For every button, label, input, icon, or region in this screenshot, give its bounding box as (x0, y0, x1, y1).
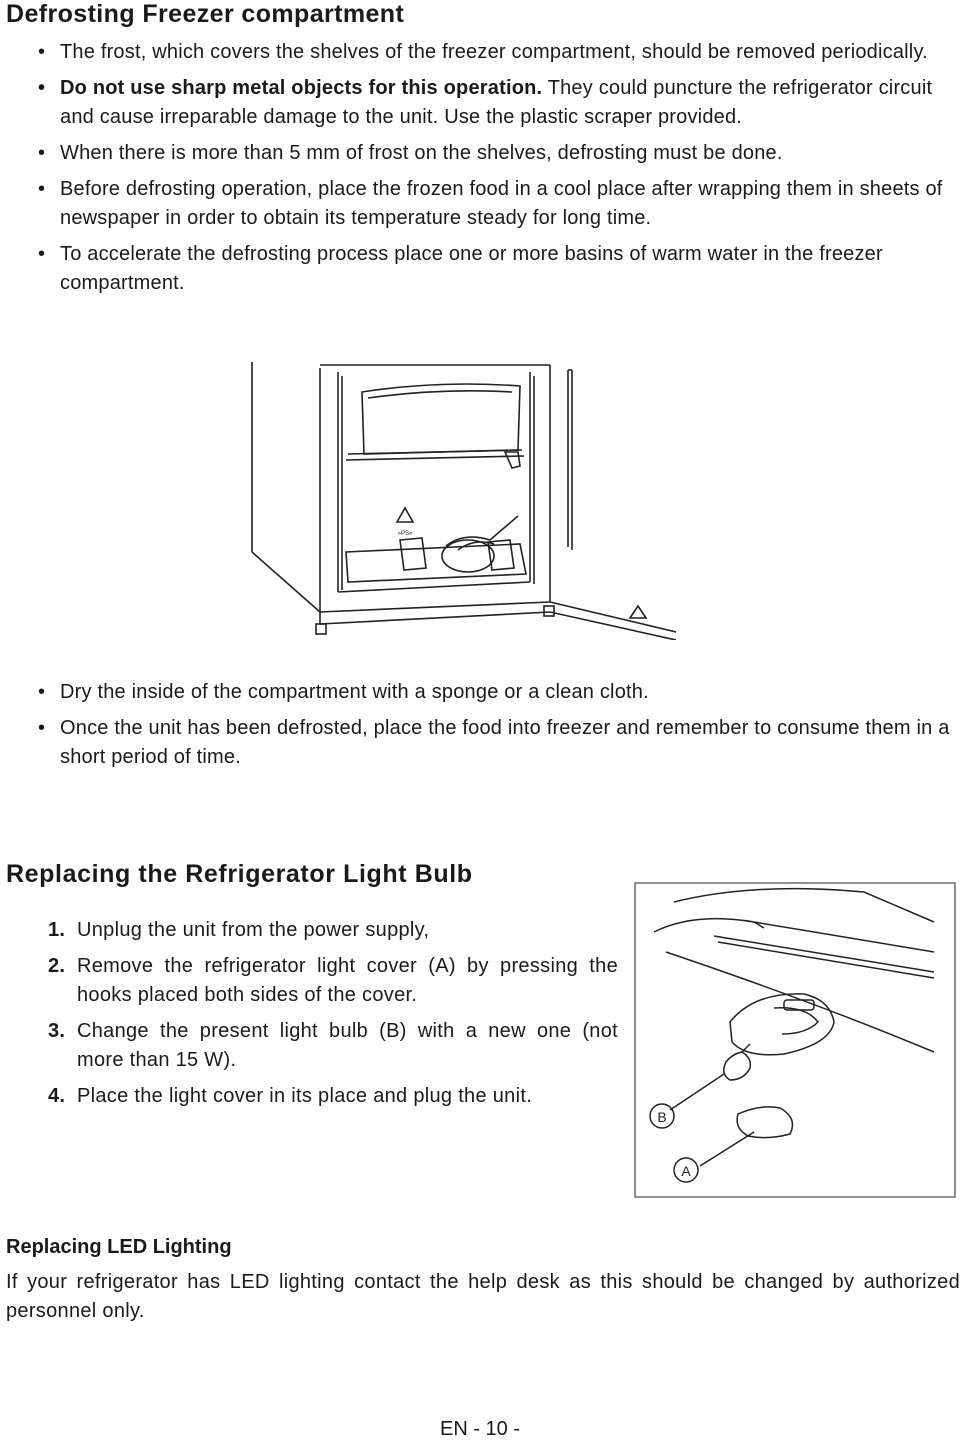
label-a: A (681, 1163, 691, 1179)
bullet-text: The frost, which covers the shelves of the freezer compartment, should be removed periodically. (60, 41, 928, 63)
list-item (38, 38, 960, 67)
bullet-text: To accelerate the defrosting process place one or more basins of warm water in the freezer compartment. (60, 243, 883, 294)
recycle-mark-text: »PS« (397, 531, 413, 537)
step-text: Change the present light bulb (B) with a new one (not more than 15 W). (77, 1020, 618, 1071)
defrost-after-bullet-list (38, 678, 960, 779)
list-item (38, 74, 960, 132)
step-number: 1. (48, 919, 66, 941)
list-item (38, 714, 960, 772)
list-item (48, 916, 618, 945)
list-item (38, 678, 960, 707)
list-item (48, 1017, 618, 1075)
freezer-defrost-illustration (250, 362, 676, 640)
step-number: 2. (48, 955, 66, 977)
section-title-light-bulb: Replacing the Refrigerator Light Bulb (6, 860, 473, 888)
page-number: EN - 10 - (439, 1418, 521, 1440)
section-title-defrosting: Defrosting Freezer compartment (6, 0, 405, 28)
step-text: Place the light cover in its place and plug the unit. (77, 1085, 533, 1107)
bullet-text: Dry the inside of the compartment with a sponge or a clean cloth. (60, 681, 649, 703)
bullet-text: Once the unit has been defrosted, place the food into freezer and remember to consume them in a short period of time. (60, 717, 950, 768)
light-bulb-illustration (634, 882, 956, 1198)
bullet-text: When there is more than 5 mm of frost on the shelves, defrosting must be done. (60, 142, 783, 164)
step-text: Unplug the unit from the power supply, (77, 919, 430, 941)
list-item (38, 175, 960, 233)
light-bulb-steps (48, 916, 618, 1118)
list-item (48, 952, 618, 1010)
step-number: 4. (48, 1085, 66, 1107)
list-item (38, 139, 960, 168)
bullet-text: Before defrosting operation, place the frozen food in a cool place after wrapping them in sheets of newspaper in order to obtain its temperature steady for long time. (60, 178, 943, 229)
list-item (38, 240, 960, 298)
defrost-bullet-list (38, 38, 960, 305)
step-number: 3. (48, 1020, 66, 1042)
list-item (48, 1082, 618, 1111)
label-b: B (657, 1109, 667, 1125)
step-text: Remove the refrigerator light cover (A) by pressing the hooks placed both sides of the cover. (77, 955, 618, 1006)
led-paragraph: If your refrigerator has LED lighting contact the help desk as this should be changed by authorized personnel only. (6, 1271, 960, 1322)
section-title-led: Replacing LED Lighting (6, 1236, 232, 1258)
warning-text: Do not use sharp metal objects for this operation. (60, 77, 543, 99)
bullet-text: They could puncture the refrigerator circuit and cause irreparable damage to the unit. Use the plastic scraper provided. (60, 77, 933, 128)
